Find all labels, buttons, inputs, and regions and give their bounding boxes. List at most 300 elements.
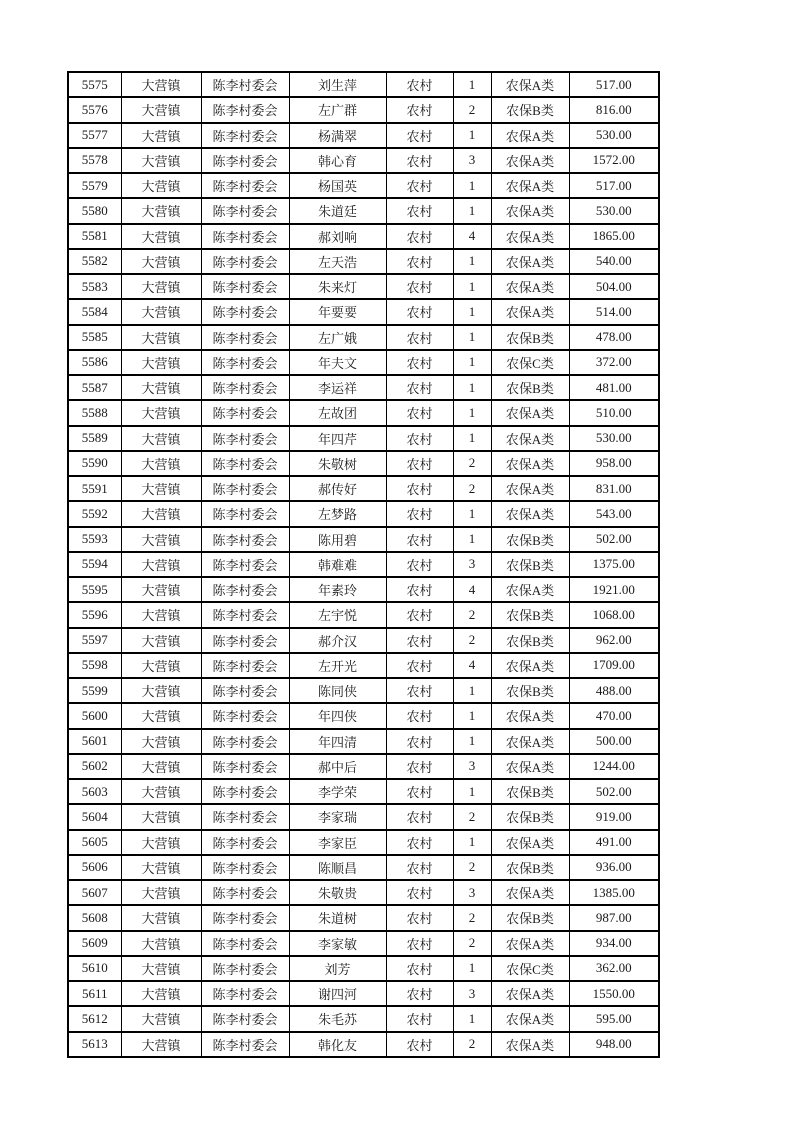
- cell-person-name: 年素玲: [289, 577, 386, 602]
- cell-person-name: 年四侠: [289, 703, 386, 728]
- cell-serial-number: 5589: [68, 426, 121, 451]
- cell-person-name: 郝介汉: [289, 628, 386, 653]
- cell-serial-number: 5584: [68, 299, 121, 324]
- cell-person-count: 1: [453, 375, 491, 400]
- cell-person-count: 2: [453, 476, 491, 501]
- cell-serial-number: 5604: [68, 804, 121, 829]
- cell-residence-type: 农村: [386, 325, 453, 350]
- cell-insurance-category: 农保B类: [491, 97, 569, 122]
- cell-residence-type: 农村: [386, 198, 453, 223]
- table-row: [68, 299, 659, 324]
- cell-amount: 478.00: [569, 325, 659, 350]
- cell-person-name: 李运祥: [289, 375, 386, 400]
- cell-person-count: 1: [453, 249, 491, 274]
- cell-person-count: 1: [453, 325, 491, 350]
- cell-person-name: 左广娥: [289, 325, 386, 350]
- cell-village-committee: 陈李村委会: [201, 754, 289, 779]
- cell-serial-number: 5579: [68, 173, 121, 198]
- table-row: [68, 830, 659, 855]
- cell-town: 大营镇: [121, 552, 201, 577]
- cell-residence-type: 农村: [386, 754, 453, 779]
- cell-village-committee: 陈李村委会: [201, 880, 289, 905]
- cell-person-name: 韩化友: [289, 1032, 386, 1057]
- cell-village-committee: 陈李村委会: [201, 804, 289, 829]
- cell-person-name: 陈同侠: [289, 678, 386, 703]
- cell-amount: 1375.00: [569, 552, 659, 577]
- cell-town: 大营镇: [121, 173, 201, 198]
- cell-insurance-category: 农保B类: [491, 602, 569, 627]
- cell-village-committee: 陈李村委会: [201, 1006, 289, 1031]
- cell-serial-number: 5587: [68, 375, 121, 400]
- cell-serial-number: 5586: [68, 350, 121, 375]
- cell-village-committee: 陈李村委会: [201, 148, 289, 173]
- cell-serial-number: 5601: [68, 729, 121, 754]
- table-row: [68, 703, 659, 728]
- cell-person-count: 4: [453, 577, 491, 602]
- cell-amount: 958.00: [569, 451, 659, 476]
- cell-village-committee: 陈李村委会: [201, 173, 289, 198]
- cell-residence-type: 农村: [386, 855, 453, 880]
- cell-residence-type: 农村: [386, 72, 453, 97]
- cell-village-committee: 陈李村委会: [201, 375, 289, 400]
- cell-village-committee: 陈李村委会: [201, 552, 289, 577]
- cell-town: 大营镇: [121, 400, 201, 425]
- cell-town: 大营镇: [121, 501, 201, 526]
- cell-person-count: 1: [453, 678, 491, 703]
- cell-village-committee: 陈李村委会: [201, 703, 289, 728]
- cell-village-committee: 陈李村委会: [201, 123, 289, 148]
- cell-serial-number: 5600: [68, 703, 121, 728]
- cell-residence-type: 农村: [386, 123, 453, 148]
- cell-insurance-category: 农保A类: [491, 476, 569, 501]
- cell-village-committee: 陈李村委会: [201, 628, 289, 653]
- cell-amount: 1550.00: [569, 981, 659, 1006]
- cell-residence-type: 农村: [386, 628, 453, 653]
- cell-person-count: 1: [453, 830, 491, 855]
- cell-residence-type: 农村: [386, 274, 453, 299]
- cell-residence-type: 农村: [386, 981, 453, 1006]
- cell-amount: 948.00: [569, 1032, 659, 1057]
- cell-amount: 919.00: [569, 804, 659, 829]
- cell-amount: 510.00: [569, 400, 659, 425]
- cell-serial-number: 5610: [68, 956, 121, 981]
- cell-village-committee: 陈李村委会: [201, 325, 289, 350]
- cell-person-count: 1: [453, 274, 491, 299]
- cell-insurance-category: 农保B类: [491, 678, 569, 703]
- cell-serial-number: 5583: [68, 274, 121, 299]
- table-row: [68, 72, 659, 97]
- table-row: [68, 1032, 659, 1057]
- cell-village-committee: 陈李村委会: [201, 956, 289, 981]
- cell-town: 大营镇: [121, 880, 201, 905]
- cell-residence-type: 农村: [386, 577, 453, 602]
- cell-person-name: 陈顺昌: [289, 855, 386, 880]
- cell-amount: 502.00: [569, 779, 659, 804]
- cell-person-name: 左故团: [289, 400, 386, 425]
- cell-person-name: 韩难难: [289, 552, 386, 577]
- cell-amount: 1385.00: [569, 880, 659, 905]
- cell-amount: 502.00: [569, 527, 659, 552]
- cell-village-committee: 陈李村委会: [201, 501, 289, 526]
- cell-serial-number: 5613: [68, 1032, 121, 1057]
- cell-serial-number: 5608: [68, 905, 121, 930]
- cell-residence-type: 农村: [386, 400, 453, 425]
- cell-insurance-category: 农保B类: [491, 527, 569, 552]
- cell-residence-type: 农村: [386, 249, 453, 274]
- cell-serial-number: 5580: [68, 198, 121, 223]
- cell-person-name: 左梦路: [289, 501, 386, 526]
- cell-town: 大营镇: [121, 97, 201, 122]
- cell-person-count: 2: [453, 1032, 491, 1057]
- cell-amount: 504.00: [569, 274, 659, 299]
- cell-person-count: 1: [453, 350, 491, 375]
- cell-amount: 514.00: [569, 299, 659, 324]
- cell-serial-number: 5594: [68, 552, 121, 577]
- table-row: [68, 198, 659, 223]
- cell-insurance-category: 农保A类: [491, 426, 569, 451]
- cell-village-committee: 陈李村委会: [201, 653, 289, 678]
- cell-amount: 530.00: [569, 123, 659, 148]
- cell-town: 大营镇: [121, 729, 201, 754]
- cell-residence-type: 农村: [386, 173, 453, 198]
- table-row: [68, 931, 659, 956]
- cell-amount: 530.00: [569, 426, 659, 451]
- cell-amount: 1865.00: [569, 224, 659, 249]
- cell-residence-type: 农村: [386, 552, 453, 577]
- cell-serial-number: 5588: [68, 400, 121, 425]
- cell-residence-type: 农村: [386, 350, 453, 375]
- cell-town: 大营镇: [121, 628, 201, 653]
- cell-village-committee: 陈李村委会: [201, 72, 289, 97]
- table-row: [68, 426, 659, 451]
- cell-village-committee: 陈李村委会: [201, 931, 289, 956]
- cell-serial-number: 5591: [68, 476, 121, 501]
- table-row: [68, 375, 659, 400]
- cell-serial-number: 5598: [68, 653, 121, 678]
- cell-amount: 595.00: [569, 1006, 659, 1031]
- cell-insurance-category: 农保A类: [491, 400, 569, 425]
- cell-amount: 500.00: [569, 729, 659, 754]
- cell-insurance-category: 农保A类: [491, 931, 569, 956]
- cell-town: 大营镇: [121, 804, 201, 829]
- cell-serial-number: 5576: [68, 97, 121, 122]
- cell-serial-number: 5606: [68, 855, 121, 880]
- cell-amount: 540.00: [569, 249, 659, 274]
- cell-town: 大营镇: [121, 375, 201, 400]
- cell-amount: 936.00: [569, 855, 659, 880]
- cell-town: 大营镇: [121, 1032, 201, 1057]
- cell-amount: 1921.00: [569, 577, 659, 602]
- cell-insurance-category: 农保A类: [491, 173, 569, 198]
- cell-town: 大营镇: [121, 905, 201, 930]
- cell-amount: 987.00: [569, 905, 659, 930]
- cell-person-count: 3: [453, 552, 491, 577]
- table-row: [68, 804, 659, 829]
- cell-person-name: 韩心育: [289, 148, 386, 173]
- cell-town: 大营镇: [121, 476, 201, 501]
- cell-insurance-category: 农保A类: [491, 830, 569, 855]
- cell-person-name: 李家臣: [289, 830, 386, 855]
- cell-residence-type: 农村: [386, 527, 453, 552]
- cell-insurance-category: 农保B类: [491, 804, 569, 829]
- cell-insurance-category: 农保A类: [491, 1006, 569, 1031]
- cell-town: 大营镇: [121, 602, 201, 627]
- cell-town: 大营镇: [121, 779, 201, 804]
- cell-person-count: 3: [453, 754, 491, 779]
- cell-amount: 362.00: [569, 956, 659, 981]
- table-row: [68, 527, 659, 552]
- cell-person-name: 李家敏: [289, 931, 386, 956]
- cell-residence-type: 农村: [386, 476, 453, 501]
- cell-serial-number: 5582: [68, 249, 121, 274]
- cell-person-name: 年四芹: [289, 426, 386, 451]
- cell-amount: 1572.00: [569, 148, 659, 173]
- cell-serial-number: 5603: [68, 779, 121, 804]
- cell-insurance-category: 农保A类: [491, 299, 569, 324]
- cell-village-committee: 陈李村委会: [201, 905, 289, 930]
- table-row: [68, 224, 659, 249]
- cell-insurance-category: 农保A类: [491, 123, 569, 148]
- cell-person-count: 3: [453, 880, 491, 905]
- table-row: [68, 754, 659, 779]
- cell-town: 大营镇: [121, 527, 201, 552]
- cell-residence-type: 农村: [386, 426, 453, 451]
- cell-person-count: 2: [453, 602, 491, 627]
- cell-person-count: 2: [453, 855, 491, 880]
- table-row: [68, 905, 659, 930]
- table-row: [68, 981, 659, 1006]
- cell-person-count: 1: [453, 173, 491, 198]
- cell-town: 大营镇: [121, 754, 201, 779]
- cell-person-count: 4: [453, 653, 491, 678]
- cell-insurance-category: 农保A类: [491, 274, 569, 299]
- cell-village-committee: 陈李村委会: [201, 855, 289, 880]
- cell-serial-number: 5596: [68, 602, 121, 627]
- cell-town: 大营镇: [121, 249, 201, 274]
- table-row: [68, 628, 659, 653]
- table-row: [68, 148, 659, 173]
- cell-person-name: 杨满翠: [289, 123, 386, 148]
- cell-insurance-category: 农保A类: [491, 729, 569, 754]
- cell-serial-number: 5611: [68, 981, 121, 1006]
- cell-insurance-category: 农保A类: [491, 1032, 569, 1057]
- table-row: [68, 97, 659, 122]
- table-row: [68, 476, 659, 501]
- table-row: [68, 880, 659, 905]
- cell-village-committee: 陈李村委会: [201, 400, 289, 425]
- cell-village-committee: 陈李村委会: [201, 779, 289, 804]
- cell-amount: 1709.00: [569, 653, 659, 678]
- cell-person-name: 年要要: [289, 299, 386, 324]
- cell-residence-type: 农村: [386, 1032, 453, 1057]
- cell-insurance-category: 农保B类: [491, 779, 569, 804]
- table-row: [68, 552, 659, 577]
- cell-amount: 481.00: [569, 375, 659, 400]
- cell-person-name: 左广群: [289, 97, 386, 122]
- cell-person-count: 1: [453, 501, 491, 526]
- cell-person-name: 刘生萍: [289, 72, 386, 97]
- cell-person-count: 1: [453, 527, 491, 552]
- cell-amount: 530.00: [569, 198, 659, 223]
- cell-person-name: 杨国英: [289, 173, 386, 198]
- table-body: [68, 72, 659, 1057]
- cell-serial-number: 5577: [68, 123, 121, 148]
- cell-village-committee: 陈李村委会: [201, 97, 289, 122]
- cell-person-count: 1: [453, 72, 491, 97]
- table-row: [68, 956, 659, 981]
- cell-person-name: 左天浩: [289, 249, 386, 274]
- cell-person-name: 郝中后: [289, 754, 386, 779]
- table-row: [68, 451, 659, 476]
- cell-person-count: 2: [453, 804, 491, 829]
- table-row: [68, 602, 659, 627]
- cell-insurance-category: 农保A类: [491, 577, 569, 602]
- cell-village-committee: 陈李村委会: [201, 274, 289, 299]
- cell-person-name: 李家瑞: [289, 804, 386, 829]
- cell-serial-number: 5585: [68, 325, 121, 350]
- cell-town: 大营镇: [121, 299, 201, 324]
- cell-amount: 470.00: [569, 703, 659, 728]
- cell-insurance-category: 农保A类: [491, 249, 569, 274]
- cell-town: 大营镇: [121, 325, 201, 350]
- cell-person-count: 1: [453, 956, 491, 981]
- cell-insurance-category: 农保A类: [491, 451, 569, 476]
- cell-insurance-category: 农保A类: [491, 981, 569, 1006]
- cell-residence-type: 农村: [386, 779, 453, 804]
- cell-village-committee: 陈李村委会: [201, 299, 289, 324]
- cell-residence-type: 农村: [386, 931, 453, 956]
- cell-amount: 491.00: [569, 830, 659, 855]
- cell-person-count: 1: [453, 198, 491, 223]
- cell-person-name: 郝传好: [289, 476, 386, 501]
- cell-town: 大营镇: [121, 274, 201, 299]
- cell-serial-number: 5593: [68, 527, 121, 552]
- cell-residence-type: 农村: [386, 375, 453, 400]
- table-row: [68, 577, 659, 602]
- cell-village-committee: 陈李村委会: [201, 1032, 289, 1057]
- cell-residence-type: 农村: [386, 1006, 453, 1031]
- cell-village-committee: 陈李村委会: [201, 224, 289, 249]
- cell-insurance-category: 农保B类: [491, 375, 569, 400]
- cell-amount: 517.00: [569, 173, 659, 198]
- cell-person-count: 1: [453, 779, 491, 804]
- table-row: [68, 855, 659, 880]
- cell-insurance-category: 农保A类: [491, 703, 569, 728]
- table-row: [68, 350, 659, 375]
- cell-residence-type: 农村: [386, 451, 453, 476]
- cell-insurance-category: 农保A类: [491, 653, 569, 678]
- cell-person-count: 2: [453, 628, 491, 653]
- table-row: [68, 1006, 659, 1031]
- cell-person-name: 朱来灯: [289, 274, 386, 299]
- cell-village-committee: 陈李村委会: [201, 198, 289, 223]
- cell-person-name: 李学荣: [289, 779, 386, 804]
- cell-insurance-category: 农保B类: [491, 905, 569, 930]
- cell-person-name: 年四清: [289, 729, 386, 754]
- cell-person-count: 1: [453, 729, 491, 754]
- cell-serial-number: 5575: [68, 72, 121, 97]
- cell-town: 大营镇: [121, 855, 201, 880]
- cell-village-committee: 陈李村委会: [201, 249, 289, 274]
- cell-amount: 816.00: [569, 97, 659, 122]
- cell-town: 大营镇: [121, 653, 201, 678]
- cell-person-count: 2: [453, 905, 491, 930]
- cell-town: 大营镇: [121, 148, 201, 173]
- cell-residence-type: 农村: [386, 678, 453, 703]
- cell-village-committee: 陈李村委会: [201, 476, 289, 501]
- cell-insurance-category: 农保A类: [491, 198, 569, 223]
- cell-village-committee: 陈李村委会: [201, 981, 289, 1006]
- cell-residence-type: 农村: [386, 148, 453, 173]
- cell-town: 大营镇: [121, 830, 201, 855]
- cell-person-name: 朱道树: [289, 905, 386, 930]
- cell-serial-number: 5599: [68, 678, 121, 703]
- cell-town: 大营镇: [121, 426, 201, 451]
- cell-residence-type: 农村: [386, 602, 453, 627]
- cell-person-name: 左开光: [289, 653, 386, 678]
- cell-town: 大营镇: [121, 678, 201, 703]
- cell-town: 大营镇: [121, 1006, 201, 1031]
- cell-amount: 831.00: [569, 476, 659, 501]
- cell-person-count: 1: [453, 426, 491, 451]
- cell-serial-number: 5595: [68, 577, 121, 602]
- cell-amount: 517.00: [569, 72, 659, 97]
- cell-person-count: 1: [453, 1006, 491, 1031]
- cell-residence-type: 农村: [386, 703, 453, 728]
- cell-person-name: 朱道廷: [289, 198, 386, 223]
- table-row: [68, 678, 659, 703]
- cell-amount: 1244.00: [569, 754, 659, 779]
- cell-town: 大营镇: [121, 224, 201, 249]
- cell-residence-type: 农村: [386, 501, 453, 526]
- cell-person-name: 朱毛苏: [289, 1006, 386, 1031]
- cell-serial-number: 5592: [68, 501, 121, 526]
- cell-person-count: 2: [453, 451, 491, 476]
- cell-town: 大营镇: [121, 451, 201, 476]
- cell-amount: 543.00: [569, 501, 659, 526]
- cell-person-name: 郝刘响: [289, 224, 386, 249]
- cell-town: 大营镇: [121, 577, 201, 602]
- cell-town: 大营镇: [121, 350, 201, 375]
- cell-person-name: 陈用碧: [289, 527, 386, 552]
- cell-village-committee: 陈李村委会: [201, 527, 289, 552]
- table-row: [68, 400, 659, 425]
- cell-amount: 962.00: [569, 628, 659, 653]
- cell-person-name: 刘芳: [289, 956, 386, 981]
- cell-residence-type: 农村: [386, 729, 453, 754]
- cell-residence-type: 农村: [386, 880, 453, 905]
- table-row: [68, 501, 659, 526]
- cell-insurance-category: 农保C类: [491, 350, 569, 375]
- table-row: [68, 123, 659, 148]
- cell-village-committee: 陈李村委会: [201, 350, 289, 375]
- cell-village-committee: 陈李村委会: [201, 830, 289, 855]
- cell-town: 大营镇: [121, 72, 201, 97]
- cell-person-count: 1: [453, 123, 491, 148]
- cell-insurance-category: 农保A类: [491, 148, 569, 173]
- cell-amount: 934.00: [569, 931, 659, 956]
- cell-residence-type: 农村: [386, 905, 453, 930]
- cell-residence-type: 农村: [386, 804, 453, 829]
- cell-village-committee: 陈李村委会: [201, 729, 289, 754]
- cell-insurance-category: 农保A类: [491, 224, 569, 249]
- cell-serial-number: 5578: [68, 148, 121, 173]
- cell-town: 大营镇: [121, 703, 201, 728]
- cell-residence-type: 农村: [386, 956, 453, 981]
- cell-village-committee: 陈李村委会: [201, 602, 289, 627]
- cell-village-committee: 陈李村委会: [201, 451, 289, 476]
- cell-person-count: 3: [453, 148, 491, 173]
